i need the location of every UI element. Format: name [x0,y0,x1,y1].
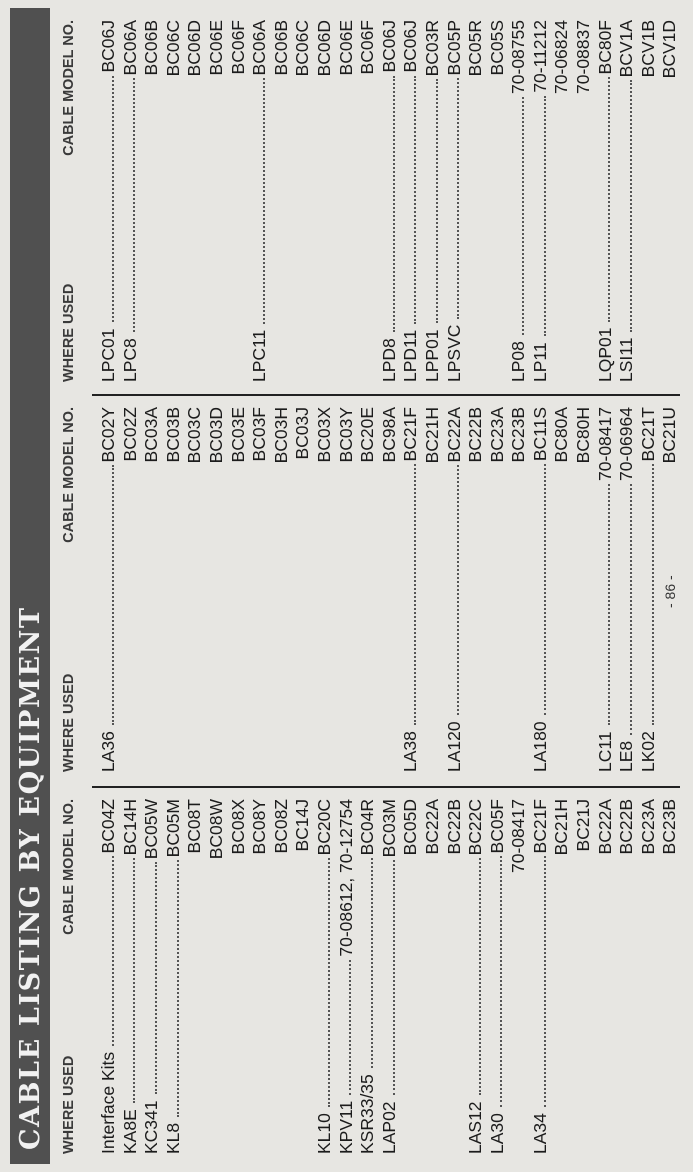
cable-model-cell: BC06J [378,20,399,73]
dot-leader [219,78,221,376]
where-used-cell: LPC11 [249,329,270,382]
cable-model-cell: BC23A [486,407,507,463]
cable-model-cell: BC04R [357,799,378,856]
table-row [616,799,638,1154]
where-used-cell: LPC01 [98,328,118,382]
header-cable-model: CABLE MODEL NO. [61,799,77,935]
cable-model-cell: BC05S [486,20,507,76]
header-where-used: WHERE USED [61,673,77,772]
table-row [98,799,120,1154]
table-row [530,799,552,1154]
column-header-2 [56,407,82,772]
cable-model-cell: BC03E [227,407,248,463]
cable-model-cell: BC04Z [98,799,118,854]
cable-model-cell: BC02Y [98,407,118,463]
cable-model-cell: BC06J [98,20,118,73]
dot-leader [542,96,546,337]
where-used-cell: LPD11 [400,329,421,382]
dot-leader [369,858,373,1068]
cable-model-cell: BC05P [443,20,464,76]
column-divider [92,394,680,396]
table-row [271,407,293,772]
cable-model-cell: BC80H [573,407,594,464]
cable-model-cell: BC22A [594,799,615,855]
dot-leader [262,464,264,766]
table-row [249,799,271,1154]
cable-model-cell: BC06D [313,20,334,77]
table-row [206,407,228,772]
dot-leader [521,465,523,766]
dot-leader [477,858,481,1095]
dot-leader [391,860,395,1095]
dot-leader [284,856,286,1148]
table-row [530,407,552,772]
table-row [206,20,228,382]
cable-model-cell: BC06E [205,20,226,76]
dot-leader [219,862,221,1148]
cable-model-cell: BC22B [443,799,464,855]
table-row [465,799,487,1154]
dot-leader [110,76,114,323]
cable-model-cell: BC03F [249,407,270,462]
dot-leader [412,76,416,324]
where-used-cell: Interface Kits [98,1051,118,1154]
cable-model-cell: BC98A [378,407,399,463]
cable-model-cell: BC21H [421,407,442,464]
dot-leader [564,465,566,766]
dot-leader [478,79,480,376]
table-row [120,407,142,772]
table-row [249,20,271,382]
cable-model-cell: BC06B [141,20,162,76]
table-row [163,20,185,382]
cable-model-cell: BC03A [141,407,162,463]
dot-leader [628,484,632,735]
table-row [530,20,552,382]
dot-leader [262,857,264,1148]
table-row [249,407,271,772]
column-divider [92,786,680,788]
table-row [659,20,681,382]
page-number: - 86 - [662,575,678,608]
dot-leader [586,855,588,1148]
table-row [400,407,422,772]
where-used-cell: LA180 [529,721,550,772]
where-used-cell: LPP01 [421,329,442,382]
table-row [120,20,142,382]
cable-model-cell: BC03B [162,407,183,463]
cable-model-cell: BC06E [335,20,356,76]
cable-model-cell: BC06B [270,20,291,76]
table-row [487,407,509,772]
dot-leader [392,465,394,766]
dot-leader [154,465,156,766]
table-row [314,799,336,1154]
dot-leader [110,465,114,725]
dot-leader [370,77,372,376]
cable-model-cell: BC23A [637,799,658,855]
dot-leader [651,80,653,376]
dot-leader [197,466,199,766]
cable-model-cell: BC06F [357,20,378,75]
table-row [292,407,314,772]
cable-model-cell: 70-06964 [616,407,637,481]
table-row [206,799,228,1154]
table-row [551,20,573,382]
dot-leader [176,79,178,376]
cable-model-cell: BC06J [400,20,421,73]
table-row [422,407,444,772]
cable-model-cell: BC80F [594,20,615,75]
table-row [422,799,444,1154]
cable-model-cell: BC08W [205,799,226,860]
dot-leader [629,857,631,1148]
dot-leader [153,862,157,1094]
table-row [444,799,466,1154]
dot-leader [327,465,329,766]
where-used-cell: LA38 [400,731,421,772]
dot-leader [348,78,350,376]
where-used-cell: LQP01 [594,327,615,382]
dot-leader [542,856,546,1107]
table-row [379,407,401,772]
table-row [120,799,142,1154]
table-row [638,20,660,382]
dot-leader [586,466,588,766]
cable-model-cell: BC23B [659,799,680,855]
dot-leader [455,465,459,715]
table-row [444,20,466,382]
table-row [379,799,401,1154]
table-row [184,799,206,1154]
table-row [422,20,444,382]
dot-leader [672,466,674,766]
dot-leader [564,858,566,1148]
cable-model-cell: BC23B [508,407,529,463]
dot-leader [607,857,609,1148]
dot-leader [132,464,134,766]
column-header-1 [56,799,82,1154]
where-used-cell: LE8 [616,740,637,772]
dot-leader [348,465,350,766]
cable-model-cell: BC03H [270,407,291,464]
cable-model-cell: BC02Z [119,407,140,462]
dot-leader [197,79,199,376]
dot-leader [542,464,546,715]
dot-leader [327,79,329,376]
dot-leader [284,78,286,376]
table-row [271,799,293,1154]
table-row [292,20,314,382]
cable-model-cell: BC20C [313,799,334,856]
table-row [638,407,660,772]
cable-model-cell: BC14J [292,799,313,852]
table-row [379,20,401,382]
dot-leader [455,78,459,318]
cable-model-cell: 70-11212 [529,20,550,93]
dot-leader [240,77,242,376]
table-row [228,407,250,772]
cable-model-cell: 70-06824 [551,20,572,94]
cable-model-cell: 70-08417 [594,407,615,481]
where-used-cell: LPC8 [119,338,140,382]
dot-leader [240,857,242,1148]
table-row [465,20,487,382]
table-row [487,20,509,382]
dot-leader [261,78,265,323]
table-row [508,20,530,382]
table-row [141,407,163,772]
dot-leader [412,464,416,725]
where-used-cell: LSI11 [616,337,637,382]
table-row [444,407,466,772]
where-used-cell: LP11 [529,342,550,382]
table-row [465,407,487,772]
cable-model-cell: BC80A [551,407,572,463]
cable-model-cell: BC08Z [270,799,291,854]
dot-leader [176,465,178,766]
table-row [616,407,638,772]
dot-leader [628,80,632,331]
dot-leader [284,466,286,766]
cable-model-cell: 70-08612, 70-12754 [335,799,356,957]
where-used-cell: LK02 [637,731,658,772]
where-used-cell: LAP02 [378,1101,399,1154]
cable-model-cell: BC22A [421,799,442,855]
table-row [659,799,681,1154]
cable-model-cell: BC03D [205,407,226,464]
table-row [638,799,660,1154]
cable-model-cell: BC22C [465,799,486,856]
cable-model-cell: BC22A [443,407,464,463]
dot-leader [606,484,610,725]
cable-model-cell: BC03X [313,407,334,463]
dot-leader [672,81,674,376]
cable-model-cell: BCV1D [659,20,680,79]
cable-model-cell: BC21T [637,407,658,462]
dot-leader [131,78,135,332]
table-row [595,407,617,772]
where-used-cell: LPSVC [443,324,464,382]
dot-leader [456,857,458,1148]
cable-model-cell: 70-08755 [508,20,529,94]
table-row [595,20,617,382]
cable-model-cell: BC06F [227,20,248,75]
table-row [314,20,336,382]
dot-leader [131,858,135,1103]
column-header-3 [56,20,82,382]
cable-model-cell: BC21F [529,799,550,854]
table-row [573,799,595,1154]
table-row [141,799,163,1154]
table-row [616,20,638,382]
dot-leader [154,78,156,376]
dot-leader [110,856,114,1045]
where-used-cell: LA36 [98,731,118,772]
table-row [314,407,336,772]
dot-leader [434,79,438,323]
where-used-cell: LC11 [594,731,615,772]
dot-leader [305,463,307,766]
cable-model-cell: BC11S [529,407,550,462]
cable-model-cell: BC03Y [335,407,356,463]
table-row [400,20,422,382]
column-3 [98,20,681,382]
cable-model-cell: BC06D [184,20,205,77]
dot-leader [347,960,351,1095]
cable-model-cell: BC21F [400,407,421,462]
dot-leader [326,858,330,1107]
dot-leader [435,466,437,766]
cable-model-cell: 70-08417 [508,799,529,873]
dot-leader [240,465,242,766]
cable-model-cell: BC05W [141,799,162,860]
dot-leader [197,856,199,1148]
table-row [357,20,379,382]
cable-model-cell: BC14H [119,799,140,856]
cable-model-cell: BC05F [486,799,507,854]
dot-leader [305,855,307,1148]
table-row [357,799,379,1154]
table-row [98,20,120,382]
dot-leader [370,465,372,766]
cable-model-cell: BC03R [421,20,442,77]
table-row [336,20,358,382]
where-used-cell: KL10 [313,1113,334,1154]
table-row [184,20,206,382]
table-row [271,20,293,382]
header-cable-model: CABLE MODEL NO. [61,407,77,543]
where-used-cell: LAS12 [465,1101,486,1154]
table-row [508,407,530,772]
table-row [487,799,509,1154]
dot-leader [499,78,501,376]
where-used-cell: KSR33/35 [357,1074,378,1154]
header-where-used: WHERE USED [61,1055,77,1154]
table-row [184,407,206,772]
title-banner [10,8,50,1164]
cable-model-cell: BC22B [465,407,486,463]
table-row [573,407,595,772]
dot-leader [521,876,523,1148]
table-row [595,799,617,1154]
table-row [400,799,422,1154]
where-used-cell: KPV11 [335,1100,356,1154]
dot-leader [175,860,179,1117]
table-row [163,407,185,772]
dot-leader [391,76,395,333]
dot-leader [586,97,588,376]
table-row [292,799,314,1154]
dot-leader [499,465,501,766]
column-2 [98,407,681,772]
dot-leader [498,856,502,1107]
table-row [228,799,250,1154]
cable-model-cell: BC21U [659,407,680,464]
table-row [336,799,358,1154]
cable-model-cell: BC08Y [249,799,270,855]
cable-model-cell: BCV1A [616,20,637,78]
dot-leader [564,97,566,376]
where-used-cell: LA30 [486,1113,507,1154]
table-row [336,407,358,772]
where-used-cell: LA120 [443,721,464,772]
cable-model-cell: BC08X [227,799,248,855]
table-row [98,407,120,772]
cable-model-cell: BC03C [184,407,205,464]
cable-model-cell: BC06A [119,20,140,76]
where-used-cell: KL8 [162,1122,183,1154]
cable-model-cell: BC06C [162,20,183,77]
table-row [551,407,573,772]
cable-model-cell: BC22B [616,799,637,855]
where-used-cell: KC341 [141,1100,162,1154]
cable-model-cell: BC05D [400,799,421,856]
dot-leader [650,464,654,725]
cable-model-cell: BC06C [292,20,313,77]
cable-model-cell: BCV1B [637,20,658,78]
where-used-cell: LPD8 [378,338,399,382]
where-used-cell: KA8E [119,1109,140,1154]
cable-model-cell: BC21H [551,799,572,856]
cable-model-cell: 70-08837 [573,20,594,94]
dot-leader [606,77,610,321]
dot-leader [435,857,437,1148]
header-cable-model: CABLE MODEL NO. [61,20,77,156]
page-title: CABLE LISTING BY EQUIPMENT [14,606,46,1150]
cable-model-cell: BC06A [249,20,270,76]
cable-model-cell: BC03M [378,799,399,858]
where-used-cell: LA34 [529,1113,550,1154]
table-row [573,20,595,382]
cable-model-cell: BC05M [162,799,183,858]
dot-leader [520,97,524,335]
dot-leader [478,465,480,766]
dot-leader [305,79,307,376]
cable-model-cell: BC21J [573,799,594,852]
table-row [508,799,530,1154]
cable-model-cell: BC03J [292,407,313,460]
dot-leader [672,857,674,1148]
header-where-used: WHERE USED [61,283,77,382]
table-row [228,20,250,382]
dot-leader [413,858,415,1148]
cable-model-cell: BC20E [357,407,378,463]
cable-model-cell: BC05R [465,20,486,77]
table-row [141,20,163,382]
column-1 [98,799,681,1154]
dot-leader [651,857,653,1148]
dot-leader [219,466,221,766]
where-used-cell: LP08 [508,341,529,382]
cable-model-cell: BC08T [184,799,205,854]
table-row [357,407,379,772]
table-row [163,799,185,1154]
table-row [551,799,573,1154]
